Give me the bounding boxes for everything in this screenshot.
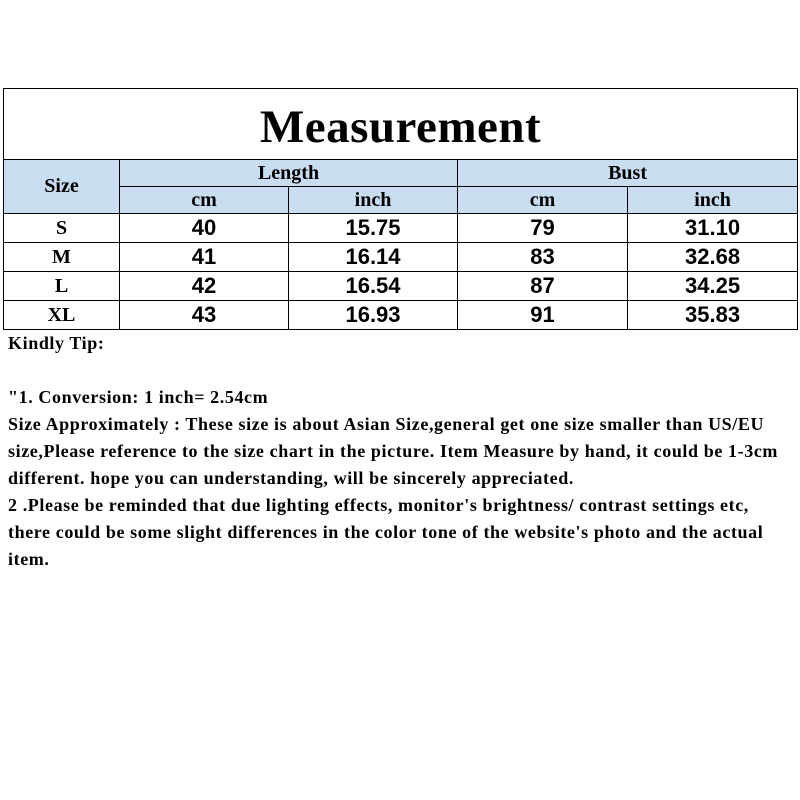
size-cell: L	[4, 272, 120, 301]
table-row	[4, 301, 798, 330]
title-row	[4, 89, 798, 160]
length-inch-header: inch	[289, 187, 458, 214]
bust-inch-cell: 32.68	[628, 243, 798, 272]
size-cell: S	[4, 214, 120, 243]
group-header-row	[4, 160, 798, 187]
length-inch-cell: 16.14	[289, 243, 458, 272]
length-group-header: Length	[120, 160, 458, 187]
length-cm-cell: 41	[120, 243, 289, 272]
length-inch-cell: 16.93	[289, 301, 458, 330]
bust-cm-cell: 79	[458, 214, 628, 243]
length-cm-cell: 40	[120, 214, 289, 243]
length-cm-cell: 42	[120, 272, 289, 301]
bust-inch-header: inch	[628, 187, 798, 214]
bust-cm-header: cm	[458, 187, 628, 214]
length-inch-cell: 15.75	[289, 214, 458, 243]
bust-cm-cell: 83	[458, 243, 628, 272]
size-cell: M	[4, 243, 120, 272]
bust-inch-cell: 34.25	[628, 272, 798, 301]
length-inch-cell: 16.54	[289, 272, 458, 301]
tip-lighting: 2 .Please be reminded that due lighting effects, monitor's brightness/ contrast settings etc, there could be some slight differences in the color tone of the website's photo and the actual item.	[8, 495, 764, 569]
size-column-header: Size	[4, 160, 120, 214]
tip-size-approximately: Size Approximately : These size is about Asian Size,general get one size smaller than US/EU size,Please reference to the size chart in the picture. Item Measure by hand, it could be 1-3cm different. hope you can understanding, will be sincerely appreciated.	[8, 414, 779, 488]
bust-cm-cell: 87	[458, 272, 628, 301]
tips-section	[8, 330, 794, 573]
size-cell: XL	[4, 301, 120, 330]
bust-group-header: Bust	[458, 160, 798, 187]
size-chart-table	[3, 88, 798, 330]
unit-header-row	[4, 187, 798, 214]
length-cm-header: cm	[120, 187, 289, 214]
length-cm-cell: 43	[120, 301, 289, 330]
tips-heading: Kindly Tip:	[8, 333, 105, 353]
chart-title: Measurement	[4, 89, 798, 160]
table-row	[4, 214, 798, 243]
tip-conversion: "1. Conversion: 1 inch= 2.54cm	[8, 387, 269, 407]
table-row	[4, 272, 798, 301]
table-row	[4, 243, 798, 272]
bust-inch-cell: 35.83	[628, 301, 798, 330]
bust-inch-cell: 31.10	[628, 214, 798, 243]
bust-cm-cell: 91	[458, 301, 628, 330]
